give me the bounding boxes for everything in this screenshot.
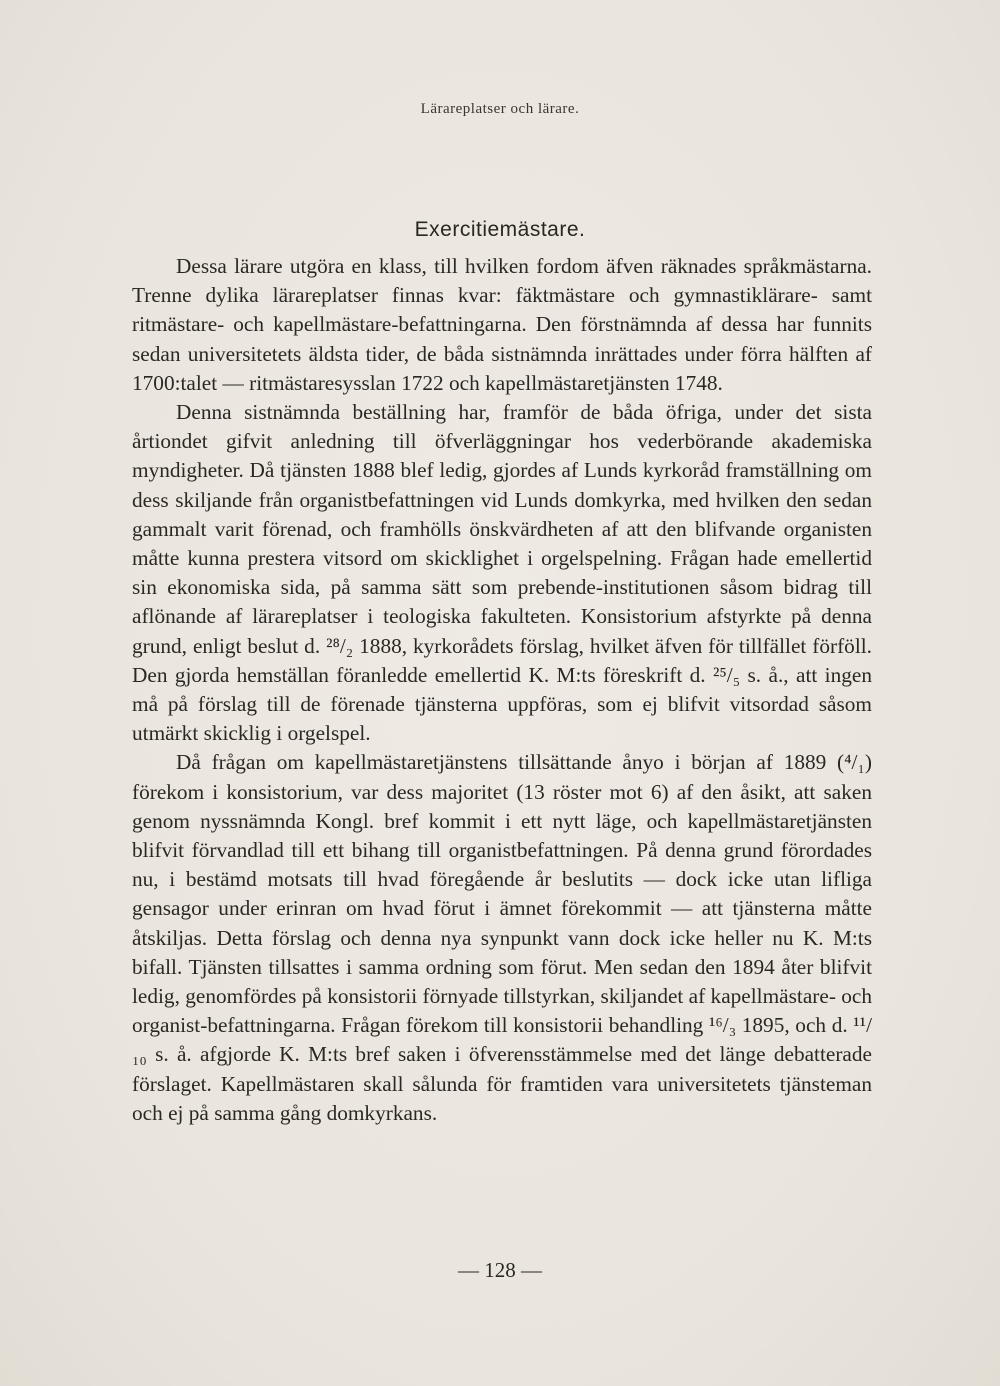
section-title: Exercitiemästare. bbox=[414, 218, 586, 241]
paragraph-1: Dessa lärare utgöra en klass, till hvilken fordom äfven räknades språkmästarna. Trenne dylika lärareplatser finnas kvar: fäktmästare och gymnastiklärare- samt ritmästare- och kapellmästare-befattningarna. Den förstnämnda af dessa har funnits sedan universitetets äldsta tider, de båda sistnämnda inrättades under förra hälften af 1700:talet — ritmästaresysslan 1722 och kapellmästaretjänsten 1748. bbox=[132, 254, 872, 395]
body-text bbox=[132, 252, 872, 1128]
running-head: Lärareplatser och lärare. bbox=[420, 101, 580, 117]
paragraph-2: Denna sistnämnda beställning har, framför de båda öfriga, under det sista årtiondet gifvit anledning till öfverläggningar hos vederbörande akademiska myndigheter. Då tjänsten 1888 blef ledig, gjordes af Lunds kyrkoråd framställning om dess skiljande från organistbefattningen vid Lunds domkyrka, med hvilken den sedan gammalt varit förenad, och framhölls önskvärdheten af att den blifvande organisten måtte kunna prestera vitsord om skicklighet i orgelspelning. Frågan hade emellertid sin ekonomiska sida, på samma sätt som prebende-institutionen såsom bidrag till aflönande af lärareplatser i teologiska fakulteten. Konsistorium afstyrkte på denna grund, enligt beslut d. ²⁸/₂ 1888, kyrkorådets förslag, hvilket äfven för tillfället förföll. Den gjorda hemställan föranledde emellertid K. M:ts föreskrift d. ²⁵/₅ s. å., att ingen må på förslag till de förenade tjänsterna uppföras, som ej blifvit vitsordad såsom utmärkt skicklig i orgelspel. bbox=[132, 400, 872, 746]
paragraph-3: Då frågan om kapellmästaretjänstens tillsättande ånyo i början af 1889 (⁴/₁) förekom i konsistorium, var dess majoritet (13 röster mot 6) af den åsikt, att saken genom nyssnämnda Kongl. bref kommit i ett nytt läge, och kapellmästaretjänsten blifvit förvandlad till ett bihang till organistbefattningen. På denna grund förordades nu, i bestämd motsats till hvad föregående år beslutits — dock icke utan lifliga gensagor under erinran om hvad förut i ämnet förekommit — att tjänsterna måtte åtskiljas. Detta förslag och denna nya synpunkt vann dock icke heller nu K. M:ts bifall. Tjänsten tillsattes i samma ordning som förut. Men sedan den 1894 åter blifvit ledig, genomfördes på konsistorii förnyade tillstyrkan, skiljandet af kapellmästare- och organist-befattningarna. Frågan förekom till konsistorii behandling ¹⁶/₃ 1895, och d. ¹¹/₁₀ s. å. afgjorde K. M:ts bref saken i öfverensstämmelse med det länge debatterade förslaget. Kapellmästaren skall sålunda för framtiden vara universitetets tjänsteman och ej på samma gång domkyrkans. bbox=[132, 750, 872, 1125]
page-number: — 128 — bbox=[458, 1258, 542, 1282]
